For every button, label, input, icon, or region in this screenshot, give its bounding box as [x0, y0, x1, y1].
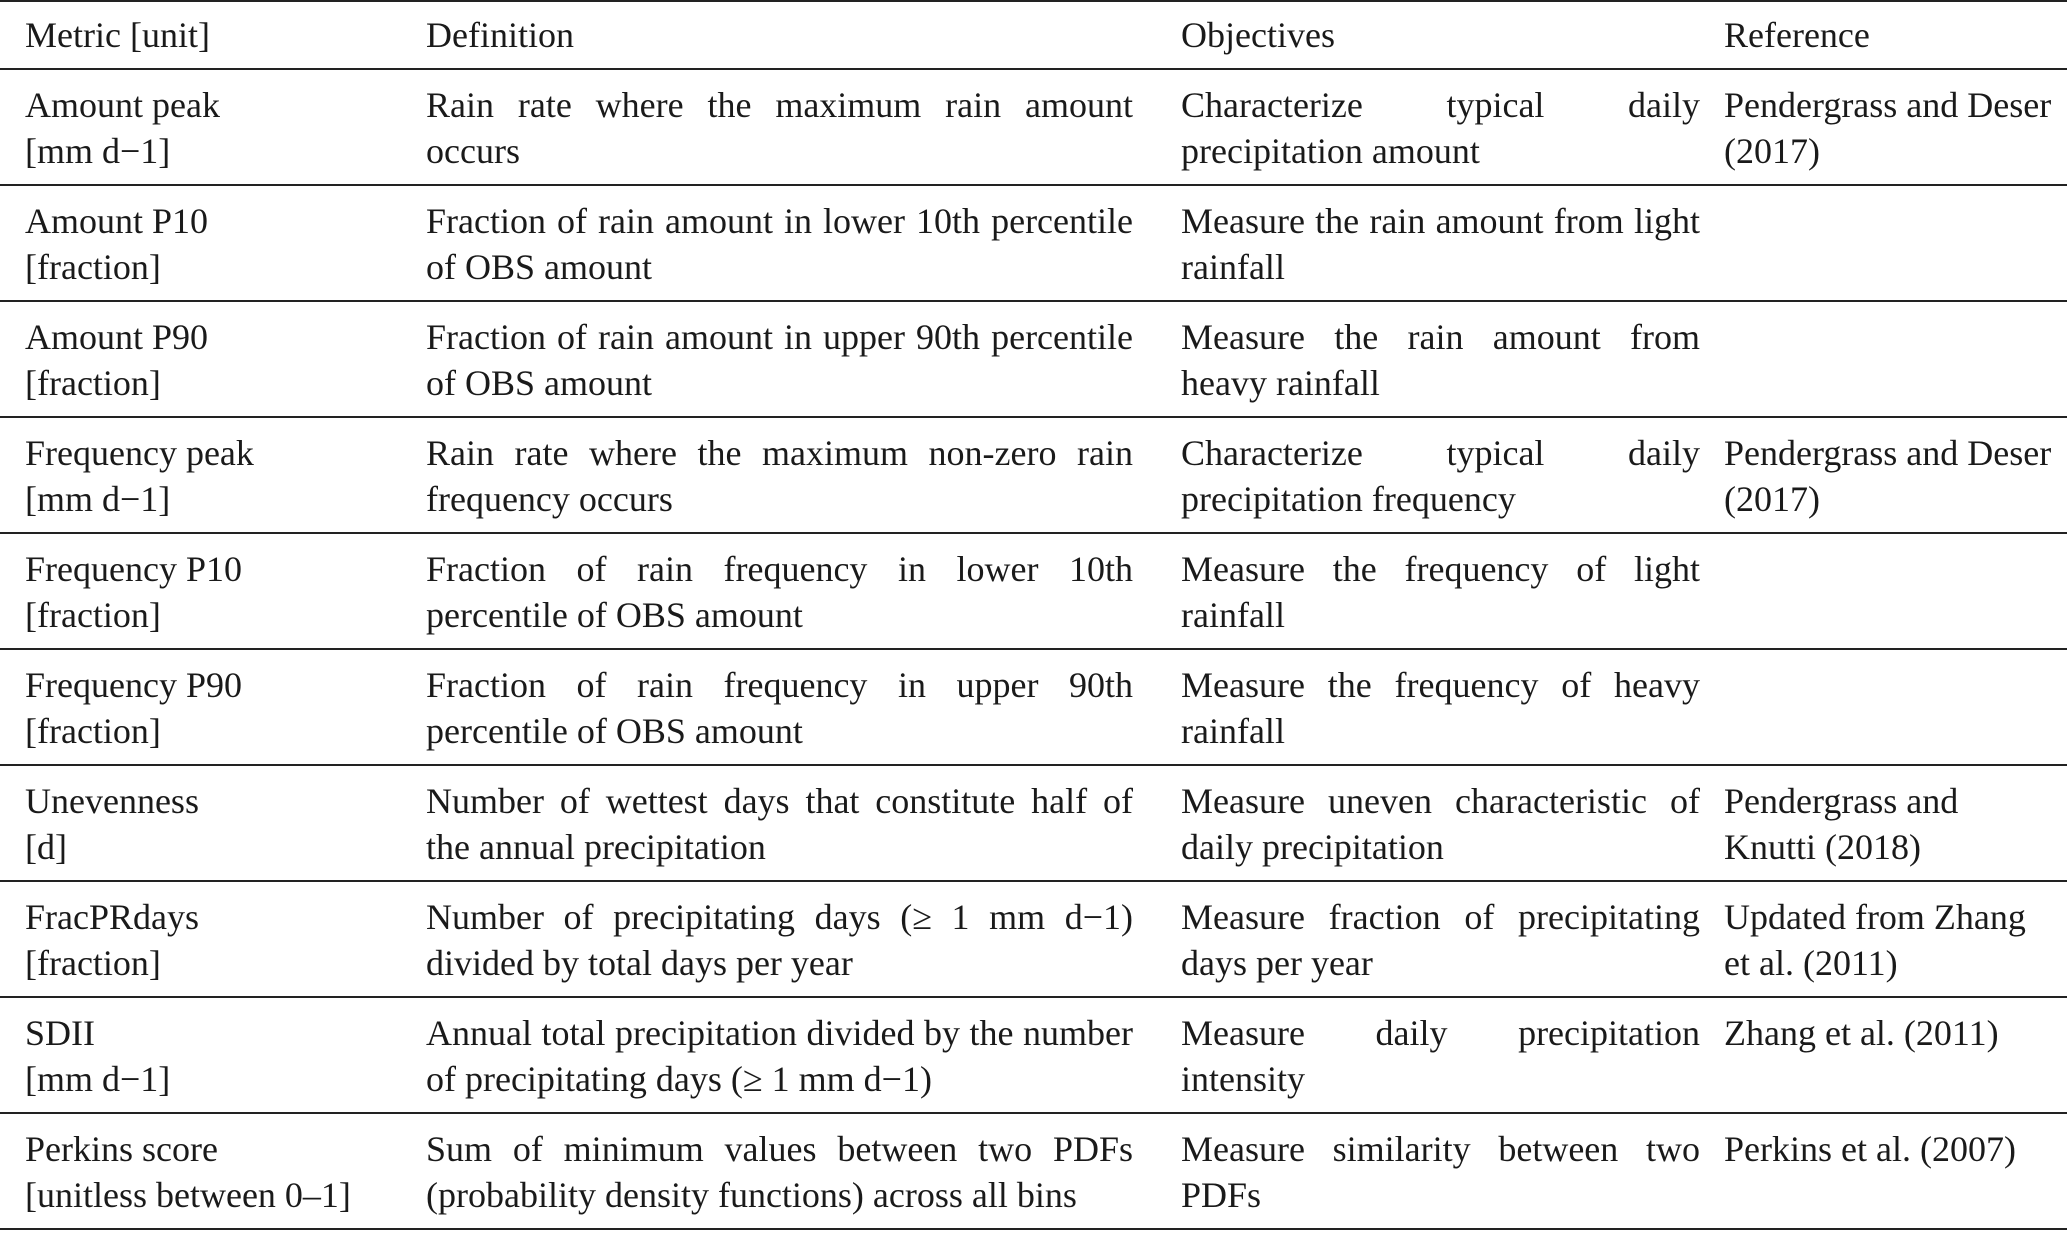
metric-unit: [mm d−1]: [25, 479, 171, 519]
table-row: [0, 533, 2067, 649]
reference-cell: Pendergrass and Knutti (2018): [1724, 781, 1959, 867]
reference-cell: Perkins et al. (2007): [1724, 1129, 2016, 1169]
metric-name: Amount P90: [25, 317, 209, 357]
definition-cell: Number of precipitating days (≥ 1 mm d−1) divided by total days per year: [426, 897, 1133, 983]
objectives-cell: Measure fraction of precipitating days per year: [1181, 897, 1700, 983]
table-row: [0, 185, 2067, 301]
definition-cell: Rain rate where the maximum non-zero rain frequency occurs: [426, 433, 1133, 519]
table-row: [0, 417, 2067, 533]
definition-cell: Sum of minimum values between two PDFs (probability density functions) across all bins: [426, 1129, 1133, 1215]
metric-name: Frequency peak: [25, 433, 254, 473]
reference-cell: Updated from Zhang et al. (2011): [1724, 897, 2026, 983]
metric-name: Perkins score: [25, 1129, 218, 1169]
definition-cell: Fraction of rain frequency in upper 90th percentile of OBS amount: [426, 665, 1133, 751]
metric-unit: [fraction]: [25, 247, 161, 287]
objectives-cell: Measure similarity between two PDFs: [1181, 1129, 1700, 1215]
metric-unit: [mm d−1]: [25, 131, 171, 171]
reference-cell: [1724, 302, 2057, 314]
metric-unit: [mm d−1]: [25, 1059, 171, 1099]
definition-cell: Annual total precipitation divided by the number of precipitating days (≥ 1 mm d−1): [426, 1013, 1133, 1099]
table-row: [0, 1113, 2067, 1229]
table-row: [0, 765, 2067, 881]
objectives-cell: Measure daily precipitation intensity: [1181, 1013, 1700, 1099]
objectives-cell: Characterize typical daily precipitation amount: [1181, 85, 1700, 171]
metric-name: Frequency P90: [25, 665, 242, 705]
reference-cell: [1724, 650, 2057, 662]
objectives-cell: Characterize typical daily precipitation frequency: [1181, 433, 1700, 519]
header-objectives: Objectives: [1181, 1, 1724, 69]
metric-unit: [fraction]: [25, 595, 161, 635]
reference-cell: Pendergrass and Deser (2017): [1724, 433, 2052, 519]
metric-unit: [fraction]: [25, 363, 161, 403]
table-header-row: [0, 1, 2067, 69]
reference-cell: Zhang et al. (2011): [1724, 1013, 1999, 1053]
table-row: [0, 649, 2067, 765]
metric-unit: [fraction]: [25, 711, 161, 751]
reference-cell: Pendergrass and Deser (2017): [1724, 85, 2052, 171]
definition-cell: Rain rate where the maximum rain amount occurs: [426, 85, 1133, 171]
definition-cell: Fraction of rain amount in upper 90th percentile of OBS amount: [426, 317, 1133, 403]
definition-cell: Fraction of rain frequency in lower 10th percentile of OBS amount: [426, 549, 1133, 635]
objectives-cell: Measure the frequency of heavy rainfall: [1181, 665, 1700, 751]
table-row: [0, 69, 2067, 185]
definition-cell: Fraction of rain amount in lower 10th percentile of OBS amount: [426, 201, 1133, 287]
reference-cell: [1724, 534, 2057, 546]
definition-cell: Number of wettest days that constitute half of the annual precipitation: [426, 781, 1133, 867]
objectives-cell: Measure uneven characteristic of daily precipitation: [1181, 781, 1700, 867]
objectives-cell: Measure the frequency of light rainfall: [1181, 549, 1700, 635]
metric-unit: [unitless between 0–1]: [25, 1175, 351, 1215]
reference-cell: [1724, 186, 2057, 198]
metric-name: Amount P10: [25, 201, 209, 241]
metric-name: SDII: [25, 1013, 95, 1053]
header-definition: Definition: [401, 1, 1181, 69]
metric-unit: [d]: [25, 827, 67, 867]
table-row: [0, 997, 2067, 1113]
table-row: [0, 301, 2067, 417]
metric-name: Amount peak: [25, 85, 220, 125]
objectives-cell: Measure the rain amount from heavy rainfall: [1181, 317, 1700, 403]
table-row: [0, 881, 2067, 997]
metric-name: FracPRdays: [25, 897, 199, 937]
metric-name: Unevenness: [25, 781, 199, 821]
header-metric: Metric [unit]: [0, 1, 401, 69]
objectives-cell: Measure the rain amount from light rainfall: [1181, 201, 1700, 287]
metric-name: Frequency P10: [25, 549, 242, 589]
metric-unit: [fraction]: [25, 943, 161, 983]
header-reference: Reference: [1724, 1, 2067, 69]
